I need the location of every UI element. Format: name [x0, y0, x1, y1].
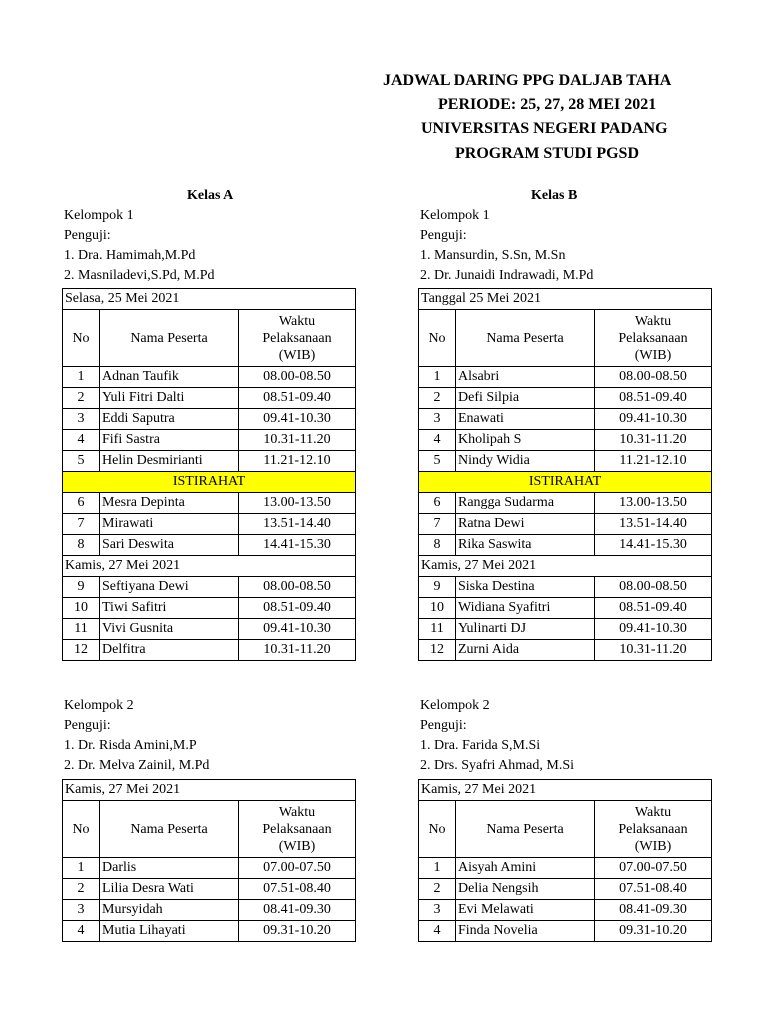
k1-date-2: Kamis, 27 Mei 2021	[63, 556, 356, 577]
cell-waktu: 09.41-10.30	[239, 619, 356, 640]
cell-no: 2	[419, 388, 456, 409]
cell-nama: Defi Silpia	[456, 388, 595, 409]
cell-nama: Mirawati	[100, 514, 239, 535]
cell-no: 1	[63, 858, 100, 879]
cell-no: 3	[419, 900, 456, 921]
cell-no: 1	[63, 367, 100, 388]
cell-waktu: 08.41-09.30	[595, 900, 712, 921]
cell-no: 4	[419, 921, 456, 942]
cell-nama: Delia Nengsih	[456, 879, 595, 900]
cell-nama: Sari Deswita	[100, 535, 239, 556]
cell-waktu: 07.51-08.40	[595, 879, 712, 900]
table-row	[419, 367, 712, 388]
cell-nama: Siska Destina	[456, 577, 595, 598]
cell-waktu: 10.31-11.20	[595, 640, 712, 661]
cell-no: 1	[419, 858, 456, 879]
cell-no: 6	[419, 493, 456, 514]
cell-no: 4	[419, 430, 456, 451]
k2-kelompok: Kelompok 2	[64, 698, 134, 713]
cell-waktu: 09.41-10.30	[595, 619, 712, 640]
cell-waktu: 08.51-09.40	[595, 388, 712, 409]
table-row	[419, 879, 712, 900]
cell-nama: Finda Novelia	[456, 921, 595, 942]
header-waktu-line-3: (WIB)	[278, 347, 316, 363]
cell-no: 3	[63, 900, 100, 921]
k1-date-2: Kamis, 27 Mei 2021	[419, 556, 712, 577]
header-no: No	[63, 801, 100, 858]
cell-no: 7	[419, 514, 456, 535]
table-row	[419, 514, 712, 535]
cell-no: 10	[63, 598, 100, 619]
cell-no: 4	[63, 430, 100, 451]
cell-waktu: 08.00-08.50	[595, 577, 712, 598]
header-waktu-line-1: Waktu	[634, 804, 672, 820]
istirahat-row: ISTIRAHAT	[63, 472, 356, 493]
k1-date-1: Selasa, 25 Mei 2021	[63, 289, 356, 310]
cell-nama: Tiwi Safitri	[100, 598, 239, 619]
cell-nama: Widiana Syafitri	[456, 598, 595, 619]
cell-nama: Yuli Fitri Dalti	[100, 388, 239, 409]
cell-nama: Delfitra	[100, 640, 239, 661]
table-row	[63, 921, 356, 942]
header-nama: Nama Peserta	[456, 801, 595, 858]
cell-waktu: 14.41-15.30	[239, 535, 356, 556]
cell-waktu: 08.00-08.50	[239, 367, 356, 388]
k1-penguji-label: Penguji:	[420, 228, 467, 243]
cell-nama: Evi Melawati	[456, 900, 595, 921]
title-line-4: PROGRAM STUDI PGSD	[455, 145, 640, 162]
k1-penguji2: 2. Dr. Junaidi Indrawadi, M.Pd	[420, 268, 594, 283]
cell-nama: Aisyah Amini	[456, 858, 595, 879]
cell-waktu: 09.31-10.20	[595, 921, 712, 942]
cell-waktu: 08.51-09.40	[595, 598, 712, 619]
cell-no: 5	[419, 451, 456, 472]
cell-no: 3	[63, 409, 100, 430]
cell-waktu: 11.21-12.10	[239, 451, 356, 472]
table-row	[63, 367, 356, 388]
cell-waktu: 13.00-13.50	[595, 493, 712, 514]
kelas-title: Kelas B	[531, 188, 578, 203]
header-nama: Nama Peserta	[456, 310, 595, 367]
cell-nama: Eddi Saputra	[100, 409, 239, 430]
cell-nama: Zurni Aida	[456, 640, 595, 661]
table-row	[419, 430, 712, 451]
cell-nama: Adnan Taufik	[100, 367, 239, 388]
table-row	[419, 921, 712, 942]
k2-schedule-table	[418, 779, 712, 942]
table-header-row	[419, 801, 712, 858]
k1-kelompok: Kelompok 1	[64, 208, 134, 223]
cell-waktu: 13.51-14.40	[595, 514, 712, 535]
cell-waktu: 09.31-10.20	[239, 921, 356, 942]
cell-no: 12	[419, 640, 456, 661]
k1-schedule-table	[418, 288, 712, 661]
header-waktu	[239, 310, 356, 367]
table-row	[63, 577, 356, 598]
cell-no: 8	[419, 535, 456, 556]
cell-no: 7	[63, 514, 100, 535]
table-row	[63, 619, 356, 640]
k2-schedule-table	[62, 779, 356, 942]
cell-waktu: 08.00-08.50	[595, 367, 712, 388]
table-row	[419, 493, 712, 514]
header-waktu	[595, 801, 712, 858]
cell-waktu: 13.51-14.40	[239, 514, 356, 535]
cell-no: 9	[419, 577, 456, 598]
cell-waktu: 10.31-11.20	[239, 430, 356, 451]
cell-waktu: 09.41-10.30	[595, 409, 712, 430]
k1-penguji-label: Penguji:	[64, 228, 111, 243]
k1-schedule-table	[62, 288, 356, 661]
cell-no: 6	[63, 493, 100, 514]
cell-waktu: 07.00-07.50	[239, 858, 356, 879]
cell-nama: Kholipah S	[456, 430, 595, 451]
cell-waktu: 07.51-08.40	[239, 879, 356, 900]
cell-waktu: 13.00-13.50	[239, 493, 356, 514]
table-row	[63, 388, 356, 409]
cell-waktu: 08.51-09.40	[239, 388, 356, 409]
k2-date-1: Kamis, 27 Mei 2021	[419, 780, 712, 801]
cell-waktu: 09.41-10.30	[239, 409, 356, 430]
cell-no: 2	[419, 879, 456, 900]
table-header-row	[63, 801, 356, 858]
k2-kelompok: Kelompok 2	[420, 698, 490, 713]
cell-nama: Alsabri	[456, 367, 595, 388]
cell-nama: Fifi Sastra	[100, 430, 239, 451]
cell-nama: Mutia Lihayati	[100, 921, 239, 942]
table-row	[419, 535, 712, 556]
cell-waktu: 08.51-09.40	[239, 598, 356, 619]
k1-kelompok: Kelompok 1	[420, 208, 490, 223]
table-row	[63, 514, 356, 535]
header-nama: Nama Peserta	[100, 801, 239, 858]
header-waktu-line-2: Pelaksanaan	[618, 330, 688, 346]
header-waktu-line-1: Waktu	[634, 313, 672, 329]
cell-nama: Vivi Gusnita	[100, 619, 239, 640]
cell-waktu: 14.41-15.30	[595, 535, 712, 556]
header-waktu-line-2: Pelaksanaan	[262, 821, 332, 837]
header-waktu-line-3: (WIB)	[634, 347, 672, 363]
header-no: No	[419, 310, 456, 367]
table-row	[419, 409, 712, 430]
cell-nama: Seftiyana Dewi	[100, 577, 239, 598]
cell-no: 12	[63, 640, 100, 661]
cell-no: 5	[63, 451, 100, 472]
cell-nama: Mursyidah	[100, 900, 239, 921]
cell-nama: Ratna Dewi	[456, 514, 595, 535]
cell-waktu: 10.31-11.20	[239, 640, 356, 661]
k2-penguji1: 1. Dr. Risda Amini,M.P	[64, 738, 197, 753]
cell-no: 10	[419, 598, 456, 619]
cell-nama: Darlis	[100, 858, 239, 879]
table-row	[63, 535, 356, 556]
k1-date-1: Tanggal 25 Mei 2021	[419, 289, 712, 310]
table-row	[63, 430, 356, 451]
cell-waktu: 11.21-12.10	[595, 451, 712, 472]
header-waktu-line-3: (WIB)	[278, 838, 316, 854]
cell-no: 8	[63, 535, 100, 556]
table-row	[63, 598, 356, 619]
title-line-2: PERIODE: 25, 27, 28 MEI 2021	[438, 96, 657, 113]
k1-penguji1: 1. Dra. Hamimah,M.Pd	[64, 248, 196, 263]
table-row	[63, 451, 356, 472]
header-waktu	[595, 310, 712, 367]
cell-no: 11	[63, 619, 100, 640]
cell-nama: Nindy Widia	[456, 451, 595, 472]
cell-nama: Rangga Sudarma	[456, 493, 595, 514]
kelas-title: Kelas A	[187, 188, 234, 203]
table-row	[419, 577, 712, 598]
cell-nama: Lilia Desra Wati	[100, 879, 239, 900]
table-row	[419, 640, 712, 661]
table-header-row	[419, 310, 712, 367]
table-row	[419, 388, 712, 409]
header-waktu-line-1: Waktu	[278, 804, 316, 820]
k2-penguji-label: Penguji:	[420, 718, 467, 733]
cell-nama: Mesra Depinta	[100, 493, 239, 514]
header-no: No	[419, 801, 456, 858]
istirahat-row: ISTIRAHAT	[419, 472, 712, 493]
table-row	[63, 640, 356, 661]
table-header-row	[63, 310, 356, 367]
table-row	[63, 879, 356, 900]
cell-waktu: 07.00-07.50	[595, 858, 712, 879]
header-waktu-line-3: (WIB)	[634, 838, 672, 854]
k1-penguji2: 2. Masniladevi,S.Pd, M.Pd	[64, 268, 215, 283]
header-waktu-line-2: Pelaksanaan	[618, 821, 688, 837]
table-row	[419, 451, 712, 472]
cell-nama: Helin Desmirianti	[100, 451, 239, 472]
k2-penguji1: 1. Dra. Farida S,M.Si	[420, 738, 541, 753]
table-row	[419, 858, 712, 879]
table-row	[63, 900, 356, 921]
header-waktu-line-1: Waktu	[278, 313, 316, 329]
table-row	[63, 409, 356, 430]
cell-no: 1	[419, 367, 456, 388]
table-row	[419, 619, 712, 640]
cell-no: 9	[63, 577, 100, 598]
table-row	[63, 858, 356, 879]
table-row	[419, 598, 712, 619]
cell-no: 3	[419, 409, 456, 430]
cell-waktu: 08.41-09.30	[239, 900, 356, 921]
header-waktu-line-2: Pelaksanaan	[262, 330, 332, 346]
cell-no: 2	[63, 879, 100, 900]
header-waktu	[239, 801, 356, 858]
k2-date-1: Kamis, 27 Mei 2021	[63, 780, 356, 801]
cell-no: 4	[63, 921, 100, 942]
header-nama: Nama Peserta	[100, 310, 239, 367]
title-line-1: JADWAL DARING PPG DALJAB TAHA	[383, 72, 672, 89]
k2-penguji-label: Penguji:	[64, 718, 111, 733]
cell-waktu: 08.00-08.50	[239, 577, 356, 598]
cell-no: 2	[63, 388, 100, 409]
cell-nama: Yulinarti DJ	[456, 619, 595, 640]
header-no: No	[63, 310, 100, 367]
cell-no: 11	[419, 619, 456, 640]
table-row	[419, 900, 712, 921]
cell-nama: Enawati	[456, 409, 595, 430]
k2-penguji2: 2. Drs. Syafri Ahmad, M.Si	[420, 758, 574, 773]
cell-waktu: 10.31-11.20	[595, 430, 712, 451]
k2-penguji2: 2. Dr. Melva Zainil, M.Pd	[64, 758, 210, 773]
title-line-3: UNIVERSITAS NEGERI PADANG	[421, 120, 668, 137]
table-row	[63, 493, 356, 514]
cell-nama: Rika Saswita	[456, 535, 595, 556]
k1-penguji1: 1. Mansurdin, S.Sn, M.Sn	[420, 248, 566, 263]
